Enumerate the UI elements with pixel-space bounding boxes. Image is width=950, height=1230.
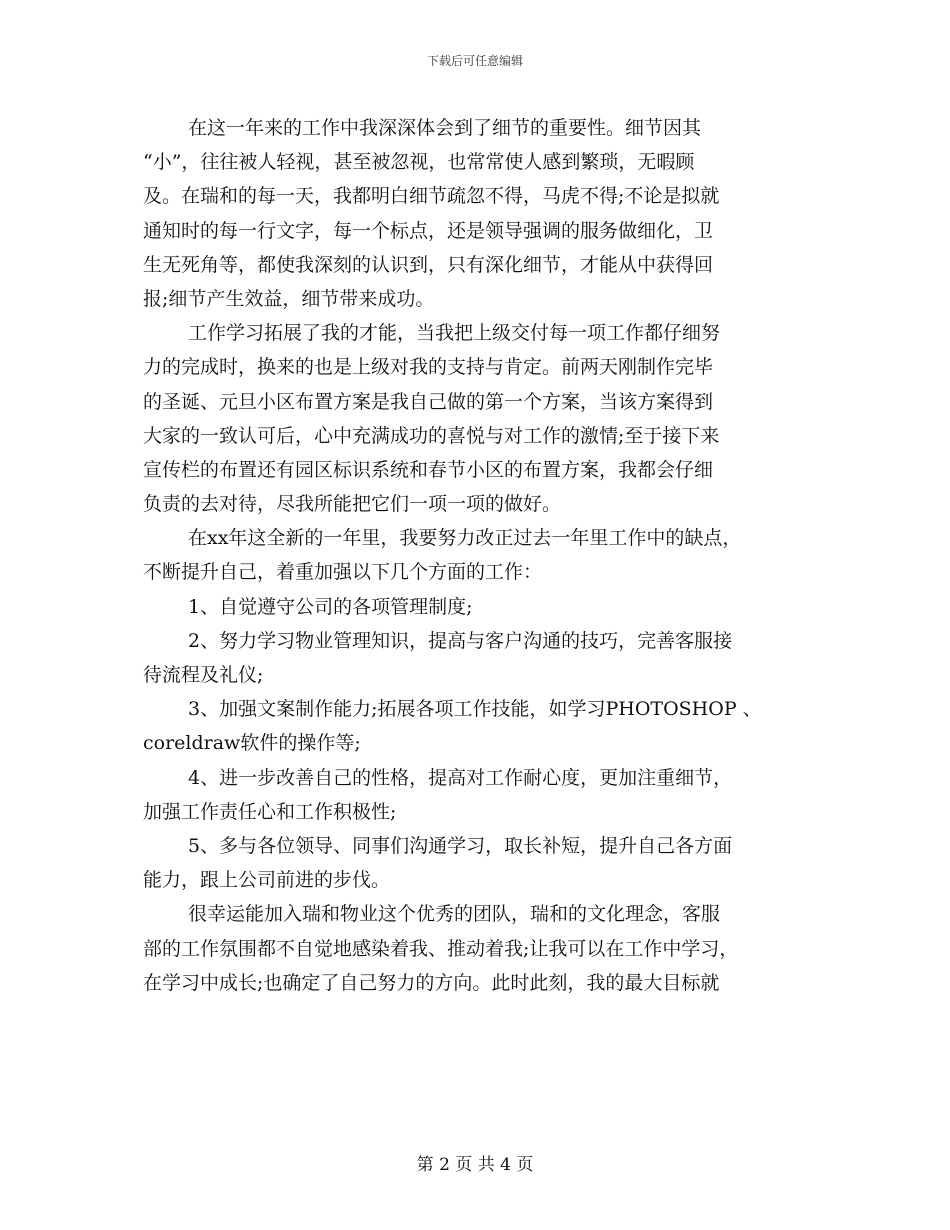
text-line: 3、加强文案制作能力;拓展各项工作技能，如学习PHOTOSHOP 、 <box>188 698 762 721</box>
text-line: 及。在瑞和的每一天，我都明白细节疏忽不得，马虎不得;不论是拟就 <box>143 185 720 208</box>
text-line: 生无死角等，都使我深刻的认识到，只有深化细节，才能从中获得回 <box>143 253 714 276</box>
text-line: 力的完成时，换来的也是上级对我的支持与肯定。前两天刚制作完毕 <box>143 356 714 379</box>
text-line: 能力，跟上公司前进的步伐。 <box>143 869 391 892</box>
text-line: 的圣诞、元旦小区布置方案是我自己做的第一个方案，当该方案得到 <box>143 390 714 413</box>
text-line: 5、多与各位领导、同事们沟通学习，取长补短，提升自己各方面 <box>188 834 733 857</box>
text-line: “小”，往往被人轻视，甚至被忽视，也常常使人感到繁琐，无暇顾 <box>143 151 695 174</box>
text-line: 待流程及礼仪; <box>143 664 264 686</box>
text-line: 4、进一步改善自己的性格，提高对工作耐心度，更加注重细节， <box>188 766 733 789</box>
page-header: 下载后可任意编辑 <box>426 54 523 68</box>
text-line: 在学习中成长;也确定了自己努力的方向。此时此刻，我的最大目标就 <box>143 971 720 994</box>
text-line: 1、自觉遵守公司的各项管理制度; <box>188 595 473 618</box>
text-line: 不断提升自己，着重加强以下几个方面的工作： <box>143 561 543 584</box>
text-line: 宣传栏的布置还有园区标识系统和春节小区的布置方案，我都会仔细 <box>143 458 714 481</box>
page-number-footer: 第 2 页 共 4 页 <box>416 1155 534 1175</box>
text-line: 很幸运能加入瑞和物业这个优秀的团队，瑞和的文化理念，客服 <box>188 903 721 926</box>
text-line: 部的工作氛围都不自觉地感染着我、推动着我;让我可以在工作中学习， <box>143 937 739 960</box>
text-line: 2、努力学习物业管理知识，提高与客户沟通的技巧，完善客服接 <box>188 629 733 652</box>
text-line: 工作学习拓展了我的才能，当我把上级交付每一项工作都仔细努 <box>188 322 721 345</box>
text-line: 大家的一致认可后，心中充满成功的喜悦与对工作的激情;至于接下来 <box>143 424 720 447</box>
document-body <box>143 111 823 1000</box>
text-line: 在xx年这全新的一年里，我要努力改正过去一年里工作中的缺点， <box>188 527 742 550</box>
text-line: 报;细节产生效益，细节带来成功。 <box>143 287 435 310</box>
text-line: 在这一年来的工作中我深深体会到了细节的重要性。细节因其 <box>188 117 702 139</box>
text-line: coreldraw软件的操作等; <box>143 732 361 755</box>
text-line: 通知时的每一行文字，每一个标点，还是领导强调的服务做细化，卫 <box>143 219 714 242</box>
text-line: 加强工作责任心和工作积极性; <box>143 800 397 823</box>
text-line: 负责的去对待，尽我所能把它们一项一项的做好。 <box>143 493 562 516</box>
